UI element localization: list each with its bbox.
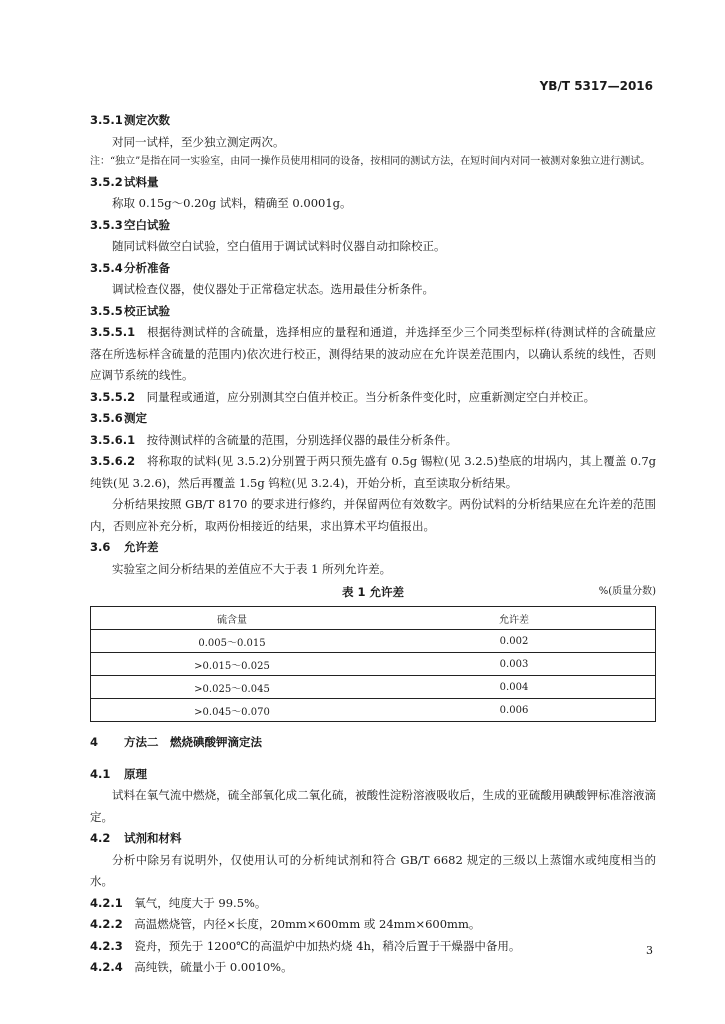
cell-sulfur-range: >0.015～0.025 bbox=[91, 653, 374, 676]
table-row bbox=[91, 699, 656, 722]
heading-3-5-2: 3.5.2试料量 bbox=[90, 174, 159, 189]
para-3-5-1: 对同一试样，至少独立测定两次。 bbox=[112, 134, 285, 149]
document-body bbox=[90, 110, 656, 979]
table-row bbox=[91, 676, 656, 699]
para-3-5-4: 调试检查仪器，使仪器处于正常稳定状态。选用最佳分析条件。 bbox=[112, 282, 434, 296]
para-3-5-6-2-rounding: 分析结果按照 GB/T 8170 的要求进行修约，并保留两位有效数字。两份试料的分析结果应在允许差的范围内，否则应补充分析，取两份相接近的结果，求出算术平均值报出。 bbox=[90, 497, 656, 533]
cell-sulfur-range: >0.045～0.070 bbox=[91, 699, 374, 722]
heading-4-1: 4.1 原理 bbox=[90, 766, 147, 781]
cell-allowance: 0.002 bbox=[373, 630, 656, 653]
table-row bbox=[91, 630, 656, 653]
heading-4: 4 方法二 燃烧碘酸钾滴定法 bbox=[90, 735, 262, 749]
table-1-title: 表 1 允许差 bbox=[341, 585, 404, 599]
note-independent: 注：“独立”是指在同一实验室，由同一操作员使用相同的设备，按相同的测试方法，在短时间内对同一被测对象独立进行测试。 bbox=[90, 156, 651, 167]
heading-3-5-3: 3.5.3空白试验 bbox=[90, 217, 170, 232]
para-4-1: 试料在氧气流中燃烧，硫全部氧化成二氧化硫，被酸性淀粉溶液吸收后，生成的亚硫酸用碘酸钾标准溶液滴定。 bbox=[90, 788, 656, 824]
cell-sulfur-range: >0.025～0.045 bbox=[91, 676, 374, 699]
table-row bbox=[91, 653, 656, 676]
allowance-table bbox=[90, 606, 656, 722]
para-4-2-3: 4.2.3 瓷舟，预先于 1200℃的高温炉中加热灼烧 4h，稍冷后置于干燥器中备用。 bbox=[90, 938, 521, 953]
para-3-5-3: 随同试料做空白试验，空白值用于调试试料时仪器自动扣除校正。 bbox=[112, 239, 446, 253]
para-3-6: 实验室之间分析结果的差值应不大于表 1 所列允许差。 bbox=[112, 561, 392, 576]
para-3-5-6-2: 3.5.6.2 将称取的试料(见 3.5.2)分别置于两只预先盛有 0.5g 锡粒(见 3.2.5)垫底的坩埚内，其上覆盖 0.7g 纯铁(见 3.2.6)，然后再覆盖 1.5g 钨粒(见 3.2.4)，开始分析，直至读取分析结果。 bbox=[90, 454, 656, 490]
para-4-2-2: 4.2.2 高温燃烧管，内径×长度，20mm×600mm 或 24mm×600mm。 bbox=[90, 917, 481, 931]
para-4-2-1: 4.2.1 氧气，纯度大于 99.5%。 bbox=[90, 895, 267, 910]
standard-code: YB/T 5317—2016 bbox=[539, 79, 653, 93]
header-allowance: 允许差 bbox=[373, 607, 656, 630]
para-4-2-4: 4.2.4 高纯铁，硫量小于 0.0010%。 bbox=[90, 960, 293, 974]
cell-allowance: 0.004 bbox=[373, 676, 656, 699]
heading-3-5-1: 3.5.1测定次数 bbox=[90, 113, 170, 127]
table-header-row bbox=[91, 607, 656, 630]
para-3-5-5-2: 3.5.5.2 同量程或通道，应分别测其空白值并校正。当分析条件变化时，应重新测定空白并校正。 bbox=[90, 389, 596, 404]
para-3-5-5-1: 3.5.5.1 根据待测试样的含硫量，选择相应的量程和通道，并选择至少三个同类型标样(待测试样的含硫量应落在所选标样含硫量的范围内)依次进行校正，测得结果的波动应在允许误差范围内，以确认系统的线性，否则应调节系统的线性。 bbox=[90, 325, 657, 382]
para-4-2: 分析中除另有说明外，仅使用认可的分析纯试剂和符合 GB/T 6682 规定的三级以上蒸馏水或纯度相当的水。 bbox=[90, 852, 656, 888]
heading-3-5-4: 3.5.4分析准备 bbox=[90, 260, 170, 275]
table-1-caption bbox=[90, 580, 656, 604]
cell-sulfur-range: 0.005～0.015 bbox=[91, 630, 374, 653]
cell-allowance: 0.003 bbox=[373, 653, 656, 676]
heading-4-2: 4.2 试剂和材料 bbox=[90, 831, 182, 845]
table-1-unit: %(质量分数) bbox=[598, 586, 656, 597]
page-number: 3 bbox=[646, 944, 653, 957]
header-sulfur-content: 硫含量 bbox=[91, 607, 374, 630]
cell-allowance: 0.006 bbox=[373, 699, 656, 722]
para-3-5-6-1: 3.5.6.1 按待测试样的含硫量的范围，分别选择仪器的最佳分析条件。 bbox=[90, 432, 458, 447]
heading-3-5-6: 3.5.6测定 bbox=[90, 411, 147, 425]
heading-3-6: 3.6 允许差 bbox=[90, 540, 159, 554]
para-3-5-2: 称取 0.15g～0.20g 试料，精确至 0.0001g。 bbox=[112, 196, 352, 210]
heading-3-5-5: 3.5.5校正试验 bbox=[90, 303, 170, 318]
